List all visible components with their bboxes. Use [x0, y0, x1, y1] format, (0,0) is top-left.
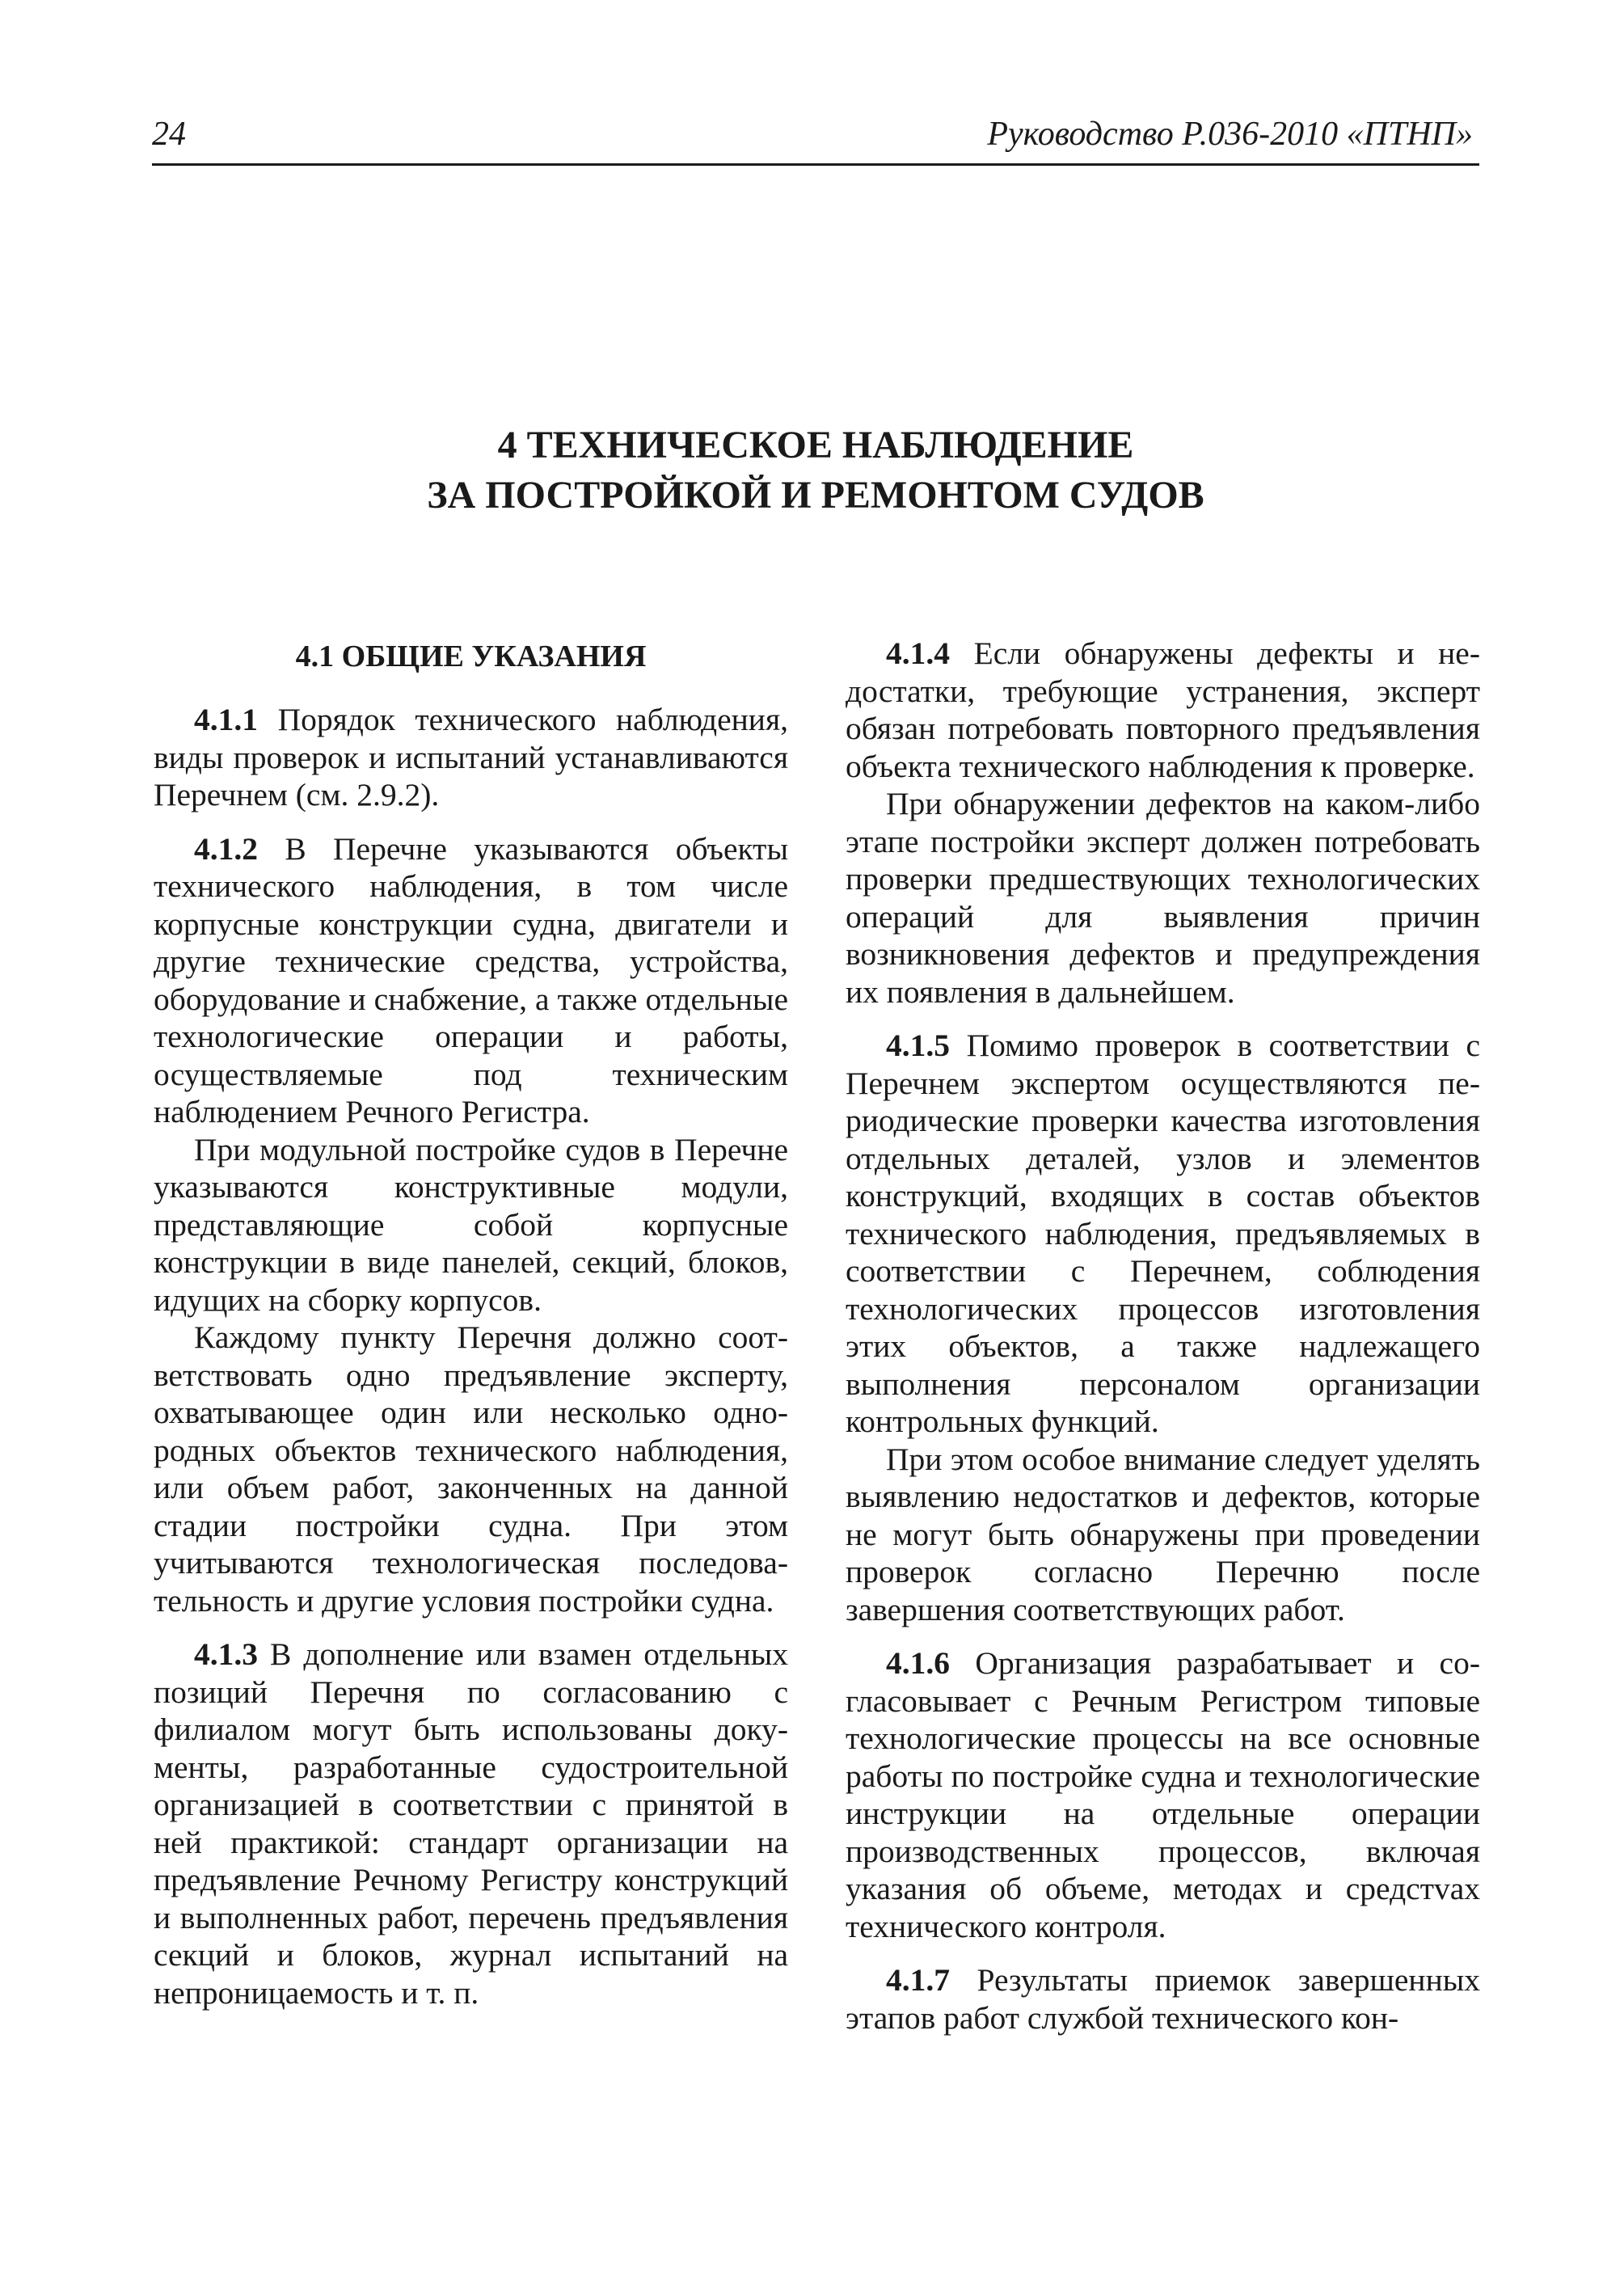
paragraph-text: Если обнаружены дефекты и недостатки, требующие устранения, эксперт обязан потребовать повторного предъявления объекта технического наблюдения к проверке. [846, 635, 1480, 784]
paragraph-number: 4.1.5 [886, 1028, 950, 1063]
section-title: 4.1 ОБЩИЕ УКАЗАНИЯ [295, 639, 647, 673]
paragraph-4-1-6 [846, 1644, 1480, 1945]
paragraph-4-1-3 [154, 1636, 788, 2011]
paragraph-text: В дополнение или взамен отдельных позиций Перечня по согласованию с филиалом могут быть использованы документы, разработанные судостроительной организацией в соответствии с принятой в ней практикой: стандарт организации на предъявление Речному Регистру конструкций и выполненных работ, перечень предъявления секций и блоков, журнал испытаний на непроницаемость и т. п. [154, 1636, 788, 2011]
paragraph-text: Порядок технического наблюдения, виды проверок и испытаний устанавливаются Перечнем (см. 2.9.2). [154, 702, 788, 813]
paragraph-number: 4.1.4 [886, 635, 950, 671]
paragraph-4-1-1 [154, 701, 788, 814]
left-column [154, 635, 788, 2011]
paragraph-4-1-5 [846, 1027, 1480, 1441]
chapter-title [152, 420, 1479, 521]
paragraph-text: При этом особое внимание следует уделять выявлению недостатков и дефектов, которые не могут быть обнаружены при проведении проверок согласно Перечню после завершения соответствующих работ. [846, 1441, 1480, 1627]
right-column [846, 635, 1480, 2037]
paragraph-defects-detection [846, 785, 1480, 1011]
paragraph-number: 4.1.6 [886, 1645, 950, 1681]
paragraph-4-1-7 [846, 1961, 1480, 2037]
paragraph-text: Каждому пункту Перечня должно соответствовать одно предъявление эксперту, охватывающее один или несколько однородных объектов технического наблюдения, или объем работ, законченных на данной стадии постройки судна. При этом учитываются технологическая последовательность и другие условия постройки судна. [154, 1319, 788, 1619]
paragraph-text: Организация разрабатывает и согласовывает с Речным Регистром типовые технологические процессы на все основные работы по постройке судна и технологические инструкции на отдельные операции производственных процессов, включая указания об объеме, методах и средстvах технического контроля. [846, 1645, 1480, 1944]
paragraph-text: Результаты приемок завершенных этапов работ службой технического кон- [846, 1962, 1480, 2036]
chapter-title-line-2: ЗА ПОСТРОЙКОЙ И РЕМОНТОМ СУДОВ [427, 474, 1204, 517]
paragraph-modular-construction [154, 1131, 788, 1319]
paragraph-text: При модульной постройке судов в Перечне указываются конструктивные модули, представляющие собой корпусные конструкции в виде панелей, секций, блоков, идущих на сборку корпусов. [154, 1131, 788, 1318]
paragraph-4-1-4 [846, 635, 1480, 785]
chapter-title-line-1: 4 ТЕХНИЧЕСКОЕ НАБЛЮДЕНИЕ [497, 424, 1134, 466]
running-title: Руководство Р.036-2010 «ПТНП» [987, 116, 1473, 153]
paragraph-4-1-2 [154, 830, 788, 1131]
page-number: 24 [152, 116, 186, 153]
paragraph-number: 4.1.3 [194, 1636, 258, 1672]
paragraph-special-attention [846, 1441, 1480, 1629]
paragraph-text: В Перечне указываются объекты технического наблюдения, в том числе корпусные конструкции судна, двигатели и другие технические средства, устройства, оборудование и снабжение, а также отдельные технологические операции и работы, осуществляемые под техническим наблюдением Речного Регистра. [154, 830, 788, 1129]
paragraph-text: Помимо проверок в соответствии с Перечнем экспертом осуществляются периодические проверки качества изготовления отдельных деталей, узлов и элементов конструкций, входящих в состав объектов технического наблюдения, предъявляемых в соответствии с Перечнем, соблюдения технологических процессов изготовления этих объектов, а также надлежащего выполнения персоналом организации контрольных функций. [846, 1028, 1480, 1439]
paragraph-list-items [154, 1319, 788, 1619]
paragraph-number: 4.1.7 [886, 1962, 950, 1998]
running-header [152, 115, 1479, 166]
paragraph-text: При обнаружении дефектов на каком-либо этапе постройки эксперт должен потребовать проверки предшествующих технологических операций для выявления причин возникновения дефектов и предупреждения их появления в дальнейшем. [846, 786, 1480, 1010]
paragraph-number: 4.1.2 [194, 830, 258, 867]
paragraph-number: 4.1.1 [194, 702, 258, 737]
